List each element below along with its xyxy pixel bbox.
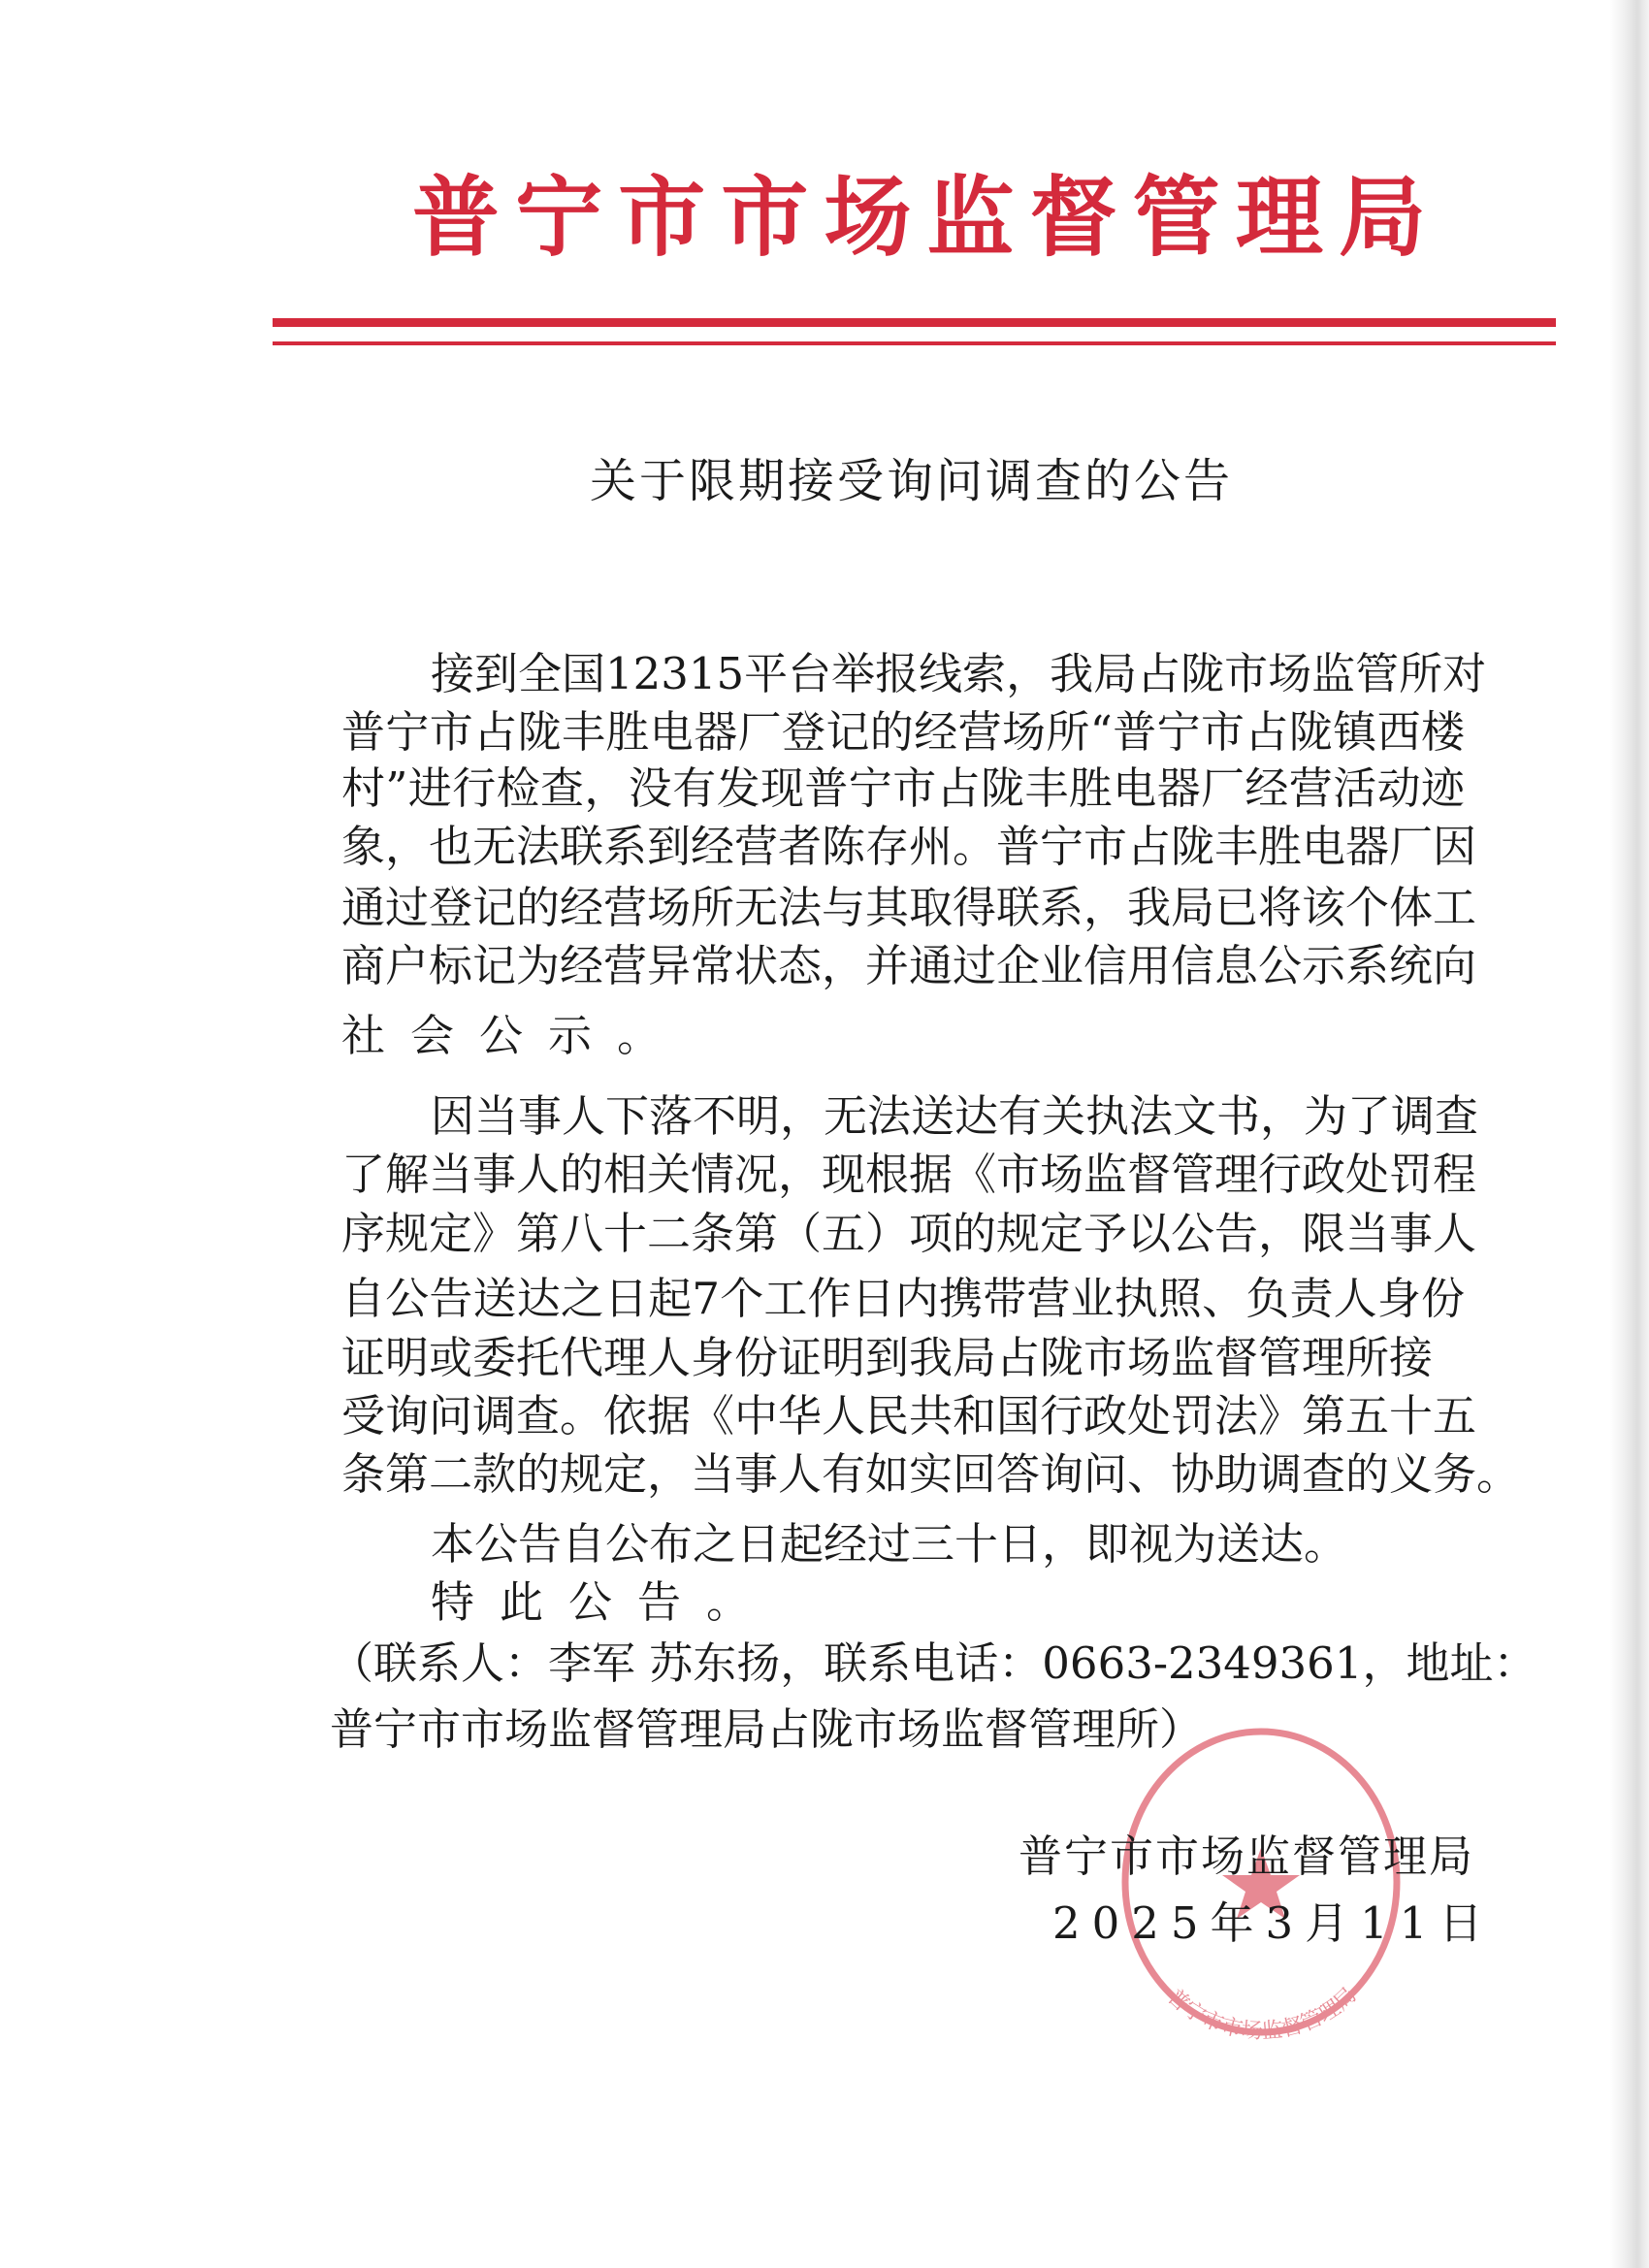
body-line: 因当事人下落不明，无法送达有关执法文书，为了调查: [431, 1090, 1479, 1142]
body-line: 象，也无法联系到经营者陈存州。普宁市占陇丰胜电器厂因: [341, 821, 1477, 872]
body-line: 序规定》第八十二条第（五）项的规定予以公告，限当事人: [341, 1208, 1477, 1259]
body-line: 普宁市占陇丰胜电器厂登记的经营场所“普宁市占陇镇西楼: [341, 706, 1465, 758]
document-title: 关于限期接受询问调查的公告: [590, 454, 1230, 508]
letterhead-rule-thin: [273, 341, 1556, 345]
body-line: 受询问调查。依据《中华人民共和国行政处罚法》第五十五: [341, 1390, 1477, 1442]
body-line: 了解当事人的相关情况，现根据《市场监督管理行政处罚程: [341, 1149, 1477, 1200]
signature-date: 2025年3月11日: [1052, 1897, 1495, 1949]
body-line: 商户标记为经营异常状态，并通过企业信用信息公示系统向: [341, 940, 1477, 991]
body-line: 自公告送达之日起7个工作日内携带营业执照、负责人身份: [341, 1273, 1465, 1324]
letterhead-rule-thick: [273, 318, 1556, 327]
body-line: 条第二款的规定，当事人有如实回答询问、协助调查的义务。: [341, 1448, 1521, 1500]
scan-edge: [1610, 0, 1649, 2268]
closing-line: 特此公告。: [431, 1576, 776, 1628]
body-line: 证明或委托代理人身份证明到我局占陇市场监督管理所接: [341, 1332, 1434, 1383]
body-line: 本公告自公布之日起经过三十日，即视为送达。: [431, 1518, 1348, 1570]
contact-line: （联系人：李军 苏东扬，联系电话：0663-2349361，地址：: [330, 1637, 1537, 1689]
agency-letterhead-title: 普宁市市场监督管理局: [412, 167, 1426, 269]
body-line: 接到全国12315平台举报线索，我局占陇市场监管所对: [431, 648, 1487, 699]
body-line: 社会公示。: [341, 1010, 687, 1061]
contact-line: 普宁市市场监督管理局占陇市场监督管理所）: [330, 1703, 1204, 1755]
body-line: 村”进行检查，没有发现普宁市占陇丰胜电器厂经营活动迹: [341, 762, 1465, 814]
body-line: 通过登记的经营场所无法与其取得联系，我局已将该个体工: [341, 882, 1477, 933]
signature-agency: 普宁市市场监督管理局: [1018, 1831, 1475, 1882]
seal-lettering: 普宁市市场监督管理局: [1162, 1983, 1362, 2042]
